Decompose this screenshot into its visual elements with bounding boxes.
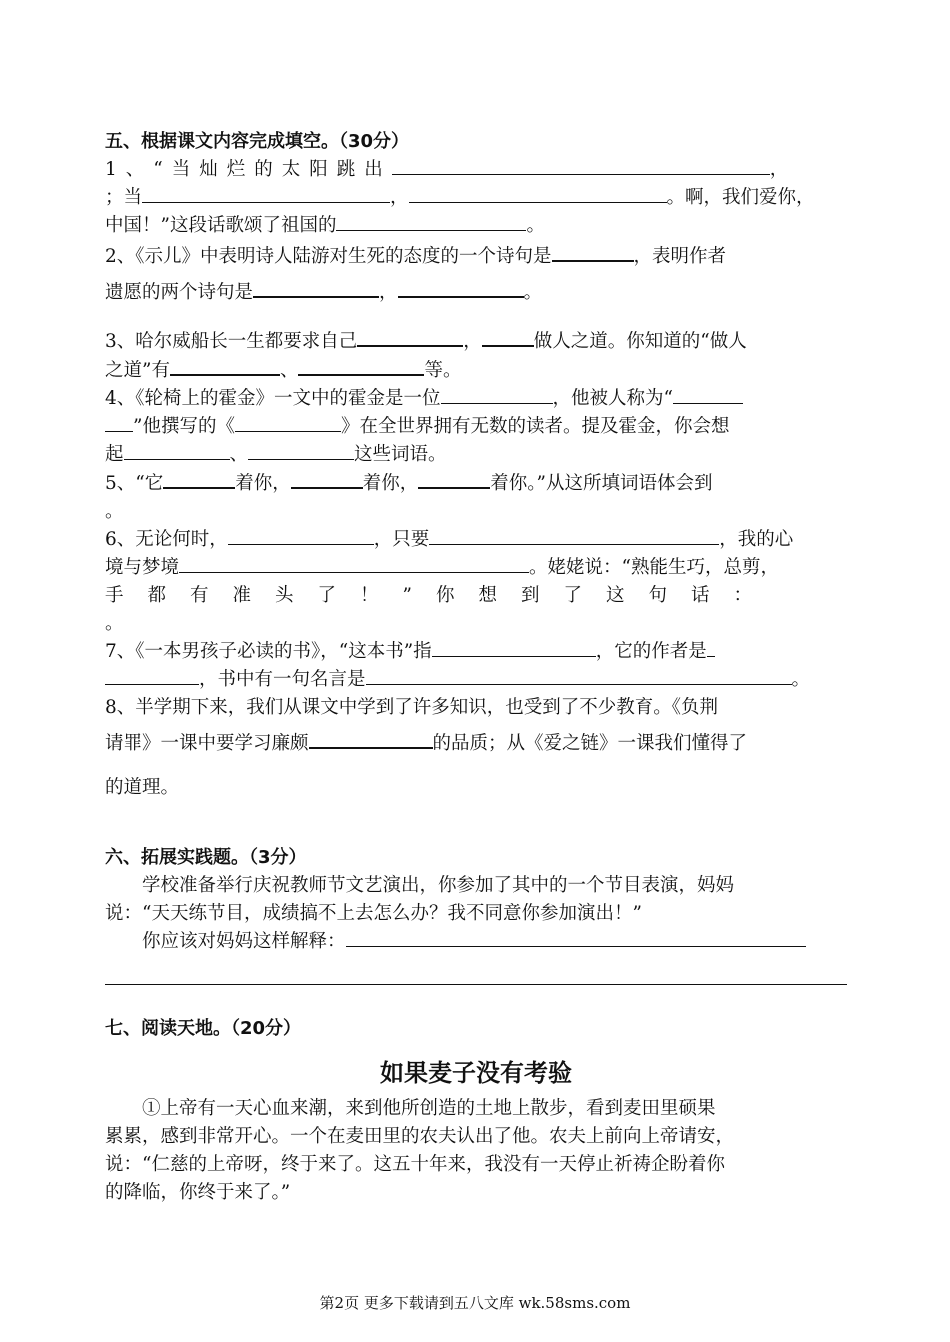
q6-blank-2[interactable] [429,526,719,545]
section-7-heading: 七、阅读天地。（20分） [105,1018,302,1039]
q6-blank-1[interactable] [228,526,374,545]
page-footer: 第2页 更多下载请到五八文库 wk.58sms.com [319,1294,631,1312]
q1-blank-3[interactable] [409,184,667,203]
q2-line2: 遗愿的两个诗句是 ， 。 [105,271,847,315]
q4-blank-2b[interactable] [105,413,133,432]
q6-line4: 。 [105,613,124,634]
q5-blank-1[interactable] [163,469,235,489]
section-6-heading: 六、拓展实践题。（3分） [105,847,307,868]
q2-blank-3[interactable] [398,278,524,298]
q3-blank-1[interactable] [357,327,463,347]
q1-blank-4[interactable] [336,212,526,231]
q7-line1: 7、《一本男孩子必读的书》，“这本书”指 ，它的作者是 [105,638,847,666]
q5-line1: 5、“它 着你， 着你， 着你。”从这所填词语体会到 [105,469,847,498]
q7-blank-2[interactable] [707,638,715,657]
q1-blank-2[interactable] [142,184,390,203]
q8-line2: 请罪》一课中要学习廉颇 的品质；从《爱之链》一课我们懂得了 [105,722,847,766]
q4-blank-2[interactable] [673,385,743,404]
q1-line3: 中国！”这段话歌颂了祖国的 。 [105,212,847,240]
q5-line2: 。 [105,501,124,522]
exam-page [105,128,847,1207]
reading-para1-line2: 累累，感到非常开心。一个在麦田里的农夫认出了他。农夫上前向上帝请安， [105,1126,735,1147]
q3-blank-3[interactable] [170,356,280,376]
q7-blank-2b[interactable] [105,666,199,685]
q3-blank-2[interactable] [482,327,534,347]
q7-blank-3[interactable] [366,666,792,685]
q3-line2: 之道”有 、 等。 [105,356,847,385]
q4-blank-3[interactable] [235,413,341,432]
q6-line1: 6、无论何时， ，只要 ，我的心 [105,526,847,554]
q4-line2: ”他撰写的《 》在全世界拥有无数的读者。提及霍金，你会想 [105,413,847,441]
reading-title: 如果麦子没有考验 [380,1059,572,1087]
q2-blank-1[interactable] [552,242,634,262]
q8-line3: 的道理。 [105,777,180,798]
q4-line1: 4、《轮椅上的霍金》一文中的霍金是一位 ，他被人称为“ [105,385,847,413]
s6-para-line2: 说：“天天练节目，成绩搞不上去怎么办？我不同意你参加演出！” [105,903,642,924]
s6-answer-blank[interactable] [346,928,806,947]
q1-line2: ；当 ， 。啊，我们爱你， [105,184,847,212]
q3-line1: 3、哈尔威船长一生都要求自己 ， 做人之道。你知道的“做人 [105,327,847,356]
q4-blank-4[interactable] [124,441,230,460]
q6-blank-3[interactable] [179,554,529,573]
q4-blank-1[interactable] [441,385,553,404]
q7-blank-1[interactable] [432,638,596,657]
q1-line1: 1、“当灿烂的太阳跳出 ， [105,156,847,184]
q8-blank-1[interactable] [309,729,433,749]
q2-line1: 2、《示儿》中表明诗人陆游对生死的态度的一个诗句是 ，表明作者 [105,242,847,271]
section-5-heading: 五、根据课文内容完成填空。（30分） [105,131,410,152]
reading-para1-line3: 说：“仁慈的上帝呀，终于来了。这五十年来，我没有一天停止祈祷企盼着你 [105,1154,725,1175]
q2-blank-2[interactable] [253,278,379,298]
q3-blank-4[interactable] [298,356,424,376]
q6-line3: 手都有准头了！”你想到了这句话： [105,585,776,606]
reading-para1-line1: ①上帝有一天心血来潮，来到他所创造的土地上散步，看到麦田里硕果 [142,1098,716,1119]
reading-para1-line4: 的降临，你终于来了。” [105,1182,291,1203]
s6-para-line1: 学校准备举行庆祝教师节文艺演出，你参加了其中的一个节目表演，妈妈 [142,875,735,896]
q4-line3: 起 、 这些词语。 [105,441,847,469]
q5-blank-2[interactable] [291,469,363,489]
q1-blank-1[interactable] [392,156,770,175]
q5-blank-3[interactable] [418,469,490,489]
s6-answer-line: 你应该对妈妈这样解释： [105,928,847,956]
q8-line1: 8、半学期下来，我们从课文中学到了许多知识，也受到了不少教育。《负荆 [105,697,719,718]
q4-blank-5[interactable] [248,441,354,460]
s6-answer-rule[interactable] [105,956,847,985]
q7-line2: ，书中有一句名言是 。 [105,666,847,694]
q6-line2: 境与梦境 。姥姥说：“熟能生巧，总剪， [105,554,847,582]
